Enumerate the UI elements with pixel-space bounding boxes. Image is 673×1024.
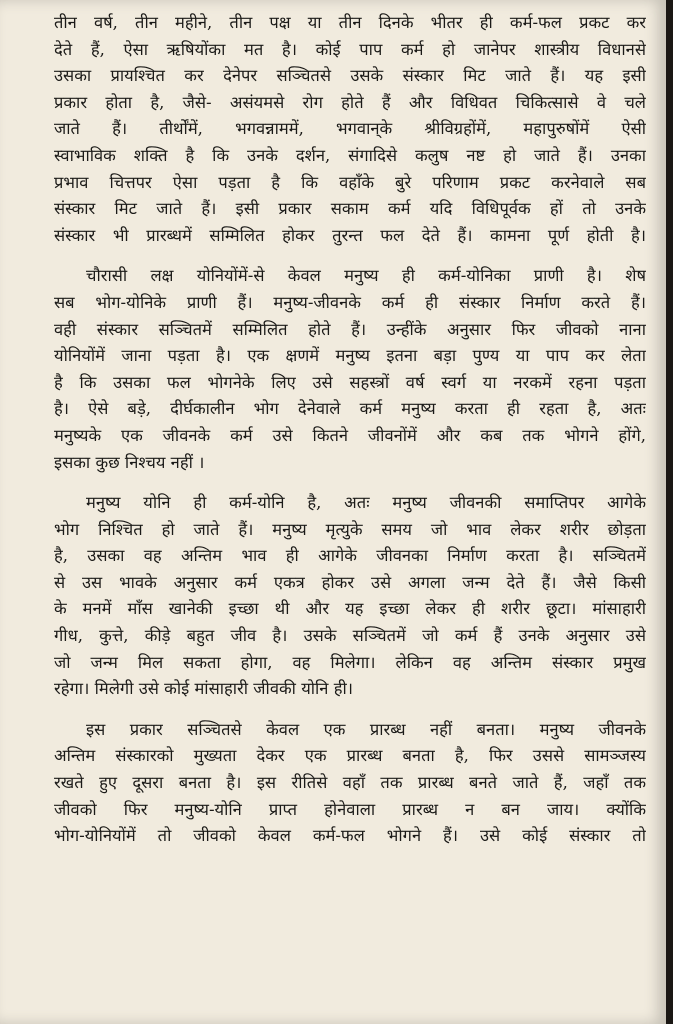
- text-line: जीवको फिर मनुष्य-योनि प्राप्त होनेवाला प्रारब्ध न बन जाय। क्योंकि: [54, 799, 646, 819]
- paragraph-1: [54, 10, 646, 249]
- text-line: देते हैं, ऐसा ऋषियोंका मत है। कोई पाप कर्म हो जानेपर शास्त्रीय विधानसे: [54, 39, 646, 59]
- text-line: गीध, कुत्ते, कीड़े बहुत जीव है। उसके सञ्चितमें जो कर्म हैं उनके अनुसार उसे: [54, 626, 646, 646]
- text-line: के मनमें माँस खानेकी इच्छा थी और यह इच्छा लेकर ही शरीर छूटा। मांसाहारी: [54, 599, 646, 619]
- text-line: प्रभाव चित्तपर ऐसा पड़ता है कि वहाँके बुरे परिणाम प्रकट करनेवाले सब: [54, 172, 646, 192]
- text-line: इसका कुछ निश्चय नहीं ।: [54, 452, 205, 472]
- text-line: रहेगा। मिलेगी उसे कोई मांसाहारी जीवकी योनि ही।: [54, 679, 353, 699]
- text-line: जाते हैं। तीर्थोंमें, भगवन्नाममें, भगवान्‌के श्रीविग्रहोंमें, महापुरुषोंमें ऐसी: [54, 119, 646, 139]
- text-line: प्रकार होता है, जैसे- असंयमसे रोग होते हैं और विधिवत चिकित्सासे वे चले: [54, 92, 646, 112]
- text-line: तीन वर्ष, तीन महीने, तीन पक्ष या तीन दिनके भीतर ही कर्म-फल प्रकट कर: [54, 13, 646, 32]
- text-line: वही संस्कार सञ्चितमें सम्मिलित होते हैं। उन्हींके अनुसार फिर जीवको नाना: [54, 319, 646, 339]
- text-line: है कि उसका फल भोगनेके लिए उसे सहस्त्रों वर्ष स्वर्ग या नरकमें रहना पड़ता: [54, 372, 646, 392]
- text-line: अन्तिम संस्कारको मुख्यता देकर एक प्रारब्ध बनता है, फिर उससे सामञ्जस्य: [54, 746, 646, 766]
- text-line: जो जन्म मिल सकता होगा, वह मिलेगा। लेकिन वह अन्तिम संस्कार प्रमुख: [54, 652, 646, 672]
- text-line: सब भोग-योनिके प्राणी हैं। मनुष्य-जीवनके कर्म ही संस्कार निर्माण करते हैं।: [54, 292, 646, 312]
- text-line: है। ऐसे बड़े, दीर्घकालीन भोग देनेवाले कर्म मनुष्य करता ही रहता है, अतः: [54, 399, 646, 419]
- text-line: योनियोंमें जाना पड़ता है। एक क्षणमें मनुष्य इतना बड़ा पुण्य या पाप कर लेता: [54, 346, 646, 366]
- text-line: चौरासी लक्ष योनियोंमें-से केवल मनुष्य ही कर्म-योनिका प्राणी है। शेष: [86, 266, 646, 286]
- text-line: रखते हुए दूसरा बनता है। इस रीतिसे वहाँ तक प्रारब्ध बनते जाते हैं, जहाँ तक: [54, 773, 646, 793]
- paragraph-2: [54, 263, 646, 476]
- text-line: भोग निश्चित हो जाते हैं। मनुष्य मृत्युके समय जो भाव लेकर शरीर छोड़ता: [54, 519, 646, 539]
- text-line: संस्कार भी प्रारब्धमें सम्मिलित होकर तुरन्त फल देते हैं। कामना पूर्ण होती है।: [54, 225, 646, 245]
- text-line: से उस भावके अनुसार कर्म एकत्र होकर उसे अगला जन्म देते हैं। जैसे किसी: [54, 572, 646, 592]
- text-line: भोग-योनियोंमें तो जीवको केवल कर्म-फल भोगने हैं। उसे कोई संस्कार तो: [54, 826, 646, 846]
- paragraph-4: [54, 717, 646, 850]
- text-line: उसका प्रायश्चित कर देनेपर सञ्चितसे उसके संस्कार मिट जाते हैं। यह इसी: [54, 66, 646, 86]
- text-line: मनुष्य योनि ही कर्म-योनि है, अतः मनुष्य जीवनकी समाप्तिपर आगेके: [86, 493, 646, 513]
- page-text: [54, 10, 646, 850]
- text-line: मनुष्यके एक जीवनके कर्म उसे कितने जीवनोंमें और कब तक भोगने होंगे,: [54, 425, 646, 445]
- paragraph-3: [54, 490, 646, 703]
- text-line: संस्कार मिट जाते हैं। इसी प्रकार सकाम कर्म यदि विधिपूर्वक हों तो उनके: [54, 199, 646, 219]
- text-line: स्वाभाविक शक्ति है कि उनके दर्शन, संगादिसे कलुष नष्ट हो जाते हैं। उनका: [54, 145, 646, 165]
- text-line: इस प्रकार सञ्चितसे केवल एक प्रारब्ध नहीं बनता। मनुष्य जीवनके: [86, 719, 646, 739]
- text-line: है, उसका वह अन्तिम भाव ही आगेके जीवनका निर्माण करता है। सञ्चितमें: [54, 546, 646, 566]
